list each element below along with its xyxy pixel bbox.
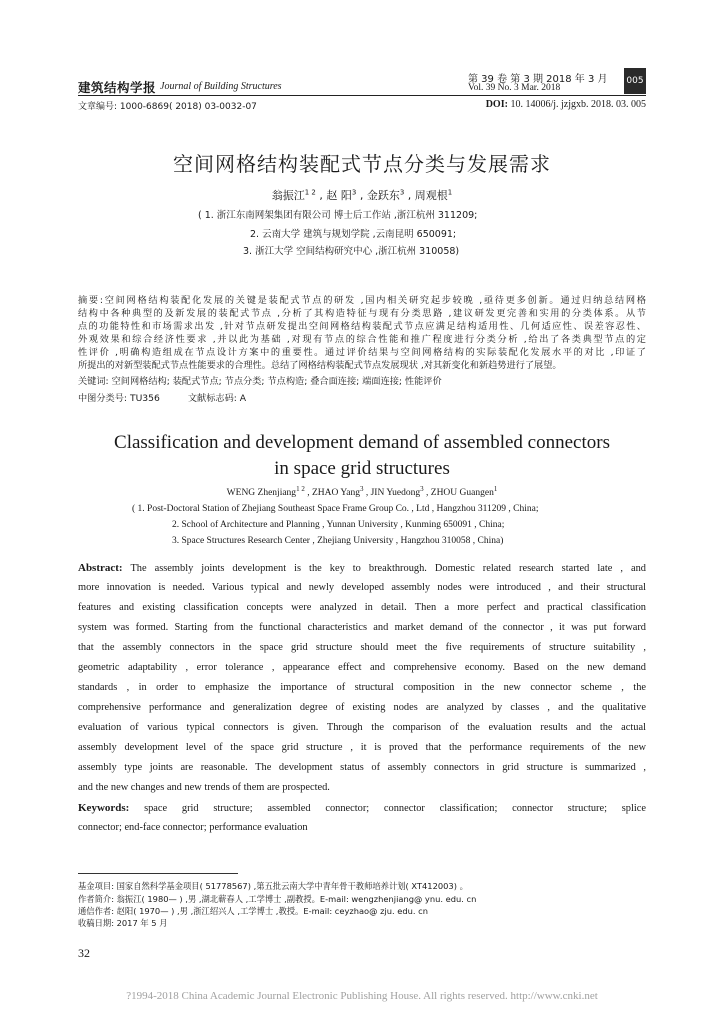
keywords-cn-text: 空间网格结构; 装配式节点; 节点分类; 节点构造; 叠合面连接; 端面连接; 性能评价	[108, 376, 442, 387]
footnote-received: 收稿日期: 2017 年 5 月	[78, 918, 168, 928]
header-rule	[78, 95, 646, 96]
abstract-en-line: geometric adaptability , error tolerance , appearance effect and comprehensive economy. Based on the new demand	[78, 662, 646, 673]
page-badge: 005	[624, 68, 646, 94]
journal-name-en: Journal of Building Structures	[160, 81, 282, 92]
affiliation-cn: 2. 云南大学 建筑与规划学院 ,云南昆明 650091;	[250, 229, 457, 240]
abstract-cn-line: 外观效果和综合经济性要求 ,并以此为基础 ,对现有节点的综合性能和推广程度进行分类分析 ,给出了各类典型节点的定	[78, 334, 646, 345]
author-affil-sup: 3	[351, 188, 357, 197]
keywords-en-line	[78, 798, 646, 819]
doc-code-value: A	[236, 393, 247, 404]
abstract-en-label: Abstract:	[78, 562, 123, 574]
author-affil-sup: 1 2	[304, 188, 316, 197]
abstract-cn-text: 空间网格结构装配化发展的关键是装配式节点的研发 ,国内相关研究起步较晚 ,亟待更多创新。通过归纳总结网格	[102, 295, 646, 306]
abstract-en-line: that the assembly connectors in the space grid structure should meet the five requirements of structure suitability ,	[78, 642, 646, 653]
authors-en	[78, 484, 646, 498]
author-name: WENG Zhenjiang	[226, 488, 297, 498]
paper-title-en-line: in space grid structures	[274, 458, 450, 479]
article-number: 文章编号: 1000-6869( 2018) 03-0032-07	[78, 102, 257, 112]
abstract-en-line: standards , in order to emphasize the importance of structural composition in the new connector scheme , the	[78, 682, 646, 693]
author-sep: ,	[404, 189, 412, 202]
abstract-cn-label: 摘要:	[78, 295, 103, 306]
abstract-cn-line	[78, 295, 646, 308]
author-affil-sup: 3	[399, 188, 405, 197]
copyright-footer: ?1994-2018 China Academic Journal Electronic Publishing House. All rights reserved. http://www.cnki.net	[126, 990, 598, 1002]
keywords-en-label: Keywords:	[78, 802, 130, 814]
keywords-cn-label: 关键词:	[78, 376, 109, 387]
author-sep: ,	[356, 189, 364, 202]
author-affil-sup: 3	[420, 484, 424, 493]
affiliation-en: 2. School of Architecture and Planning , Yunnan University , Kunming 650091 , China;	[172, 520, 505, 530]
keywords-en-line: connector; end-face connector; performance evaluation	[78, 822, 308, 833]
abstract-en-line: more innovation is needed. Various typical and newly developed assembly nodes were introduced , and their structural	[78, 582, 646, 593]
abstract-en-line: and the new changes and new trends of them are prospected.	[78, 782, 330, 793]
author-sep: ,	[423, 488, 431, 498]
authors-cn	[78, 187, 646, 203]
author-name: 金跃东	[366, 189, 400, 202]
keywords-cn	[78, 376, 646, 389]
author-name: 周观根	[414, 189, 448, 202]
abstract-cn-line: 所提出的对新型装配式节点性能要求的合理性。总结了网格结构装配式节点发展现状 ,对其新变化和新趋势进行了展望。	[78, 360, 562, 371]
author-sep: ,	[363, 488, 371, 498]
abstract-en-text: The assembly joints development is the key to breakthrough. Domestic related research started late , and	[122, 563, 646, 574]
paper-title-cn: 空间网格结构装配式节点分类与发展需求	[173, 152, 551, 176]
affiliation-cn: 3. 浙江大学 空间结构研究中心 ,浙江杭州 310058)	[243, 246, 460, 257]
abstract-en-line: system was formed. Starting from the functional characteristics and market demand of the connector , it was put forward	[78, 622, 646, 633]
issue-info-en: Vol. 39 No. 3 Mar. 2018	[468, 83, 561, 93]
author-name: ZHOU Guangen	[430, 488, 494, 498]
affiliation-en: 3. Space Structures Research Center , Zhejiang University , Hangzhou 310058 , China)	[172, 536, 504, 546]
author-sep: ,	[315, 189, 323, 202]
affiliation-en: ( 1. Post-Doctoral Station of Zhejiang Southeast Space Frame Group Co. , Ltd , Hangzhou 311209 , China;	[132, 504, 539, 514]
abstract-cn-line: 结构中各种典型的及新发展的装配式节点 ,分析了其构造特征与现有分类思路 ,建议研发更完善和实用的分类体系。从节	[78, 308, 646, 319]
footnote-corresponding: 通信作者: 赵阳( 1970— ) ,男 ,浙江绍兴人 ,工学博士 ,教授。E-mail: ceyzhao@ zju. edu. cn	[78, 906, 428, 916]
classification-line	[78, 390, 246, 404]
author-name: 翁振江	[271, 189, 305, 202]
footnote-author-bio: 作者简介: 翁振江( 1980— ) ,男 ,湖北蕲春人 ,工学博士 ,副教授。E-mail: wengzhenjiang@ ynu. edu. cn	[78, 894, 477, 904]
paper-title-en-line: Classification and development demand of assembled connectors	[114, 432, 610, 453]
abstract-cn-line: 点的功能特性和市场需求出发 ,针对节点研发提出空间网格结构装配式节点应满足结构适用性、几何适应性、误差容忍性、	[78, 321, 646, 332]
abstract-en-line: assembly type joints are reasonable. The development status of assembly connectors in grid structure is summarized ,	[78, 762, 646, 773]
page-number: 32	[78, 946, 90, 960]
author-sep: ,	[304, 488, 312, 498]
abstract-en-line: comprehensive performance and generalization degree of existing nodes are analyzed by classes , and the qualitative	[78, 702, 646, 713]
doi-label: DOI:	[485, 99, 508, 110]
doi-value: 10. 14006/j. jzjgxb. 2018. 03. 005	[507, 99, 646, 110]
abstract-en-line: assembly development level of the space grid structure , it is proved that the performance requirements of the new	[78, 742, 646, 753]
abstract-cn-line: 性评价 ,明确构造组成在节点设计方案中的重要性。通过评价结果与空间网格结构的实际装配化发展水平的对比 ,印证了	[78, 347, 646, 358]
keywords-en-text: space grid structure; assembled connector; connector classification; connector structure; splice	[129, 803, 646, 814]
footnote-rule	[78, 873, 238, 874]
affiliation-cn: ( 1. 浙江东南网架集团有限公司 博士后工作站 ,浙江杭州 311209;	[198, 210, 478, 221]
author-name: 赵 阳	[326, 189, 352, 202]
abstract-en-line: features and existing classification concepts were analyzed in detail. Then a more perfect and practical classification	[78, 602, 646, 613]
issue-info-cn: 第 39 卷 第 3 期 2018 年 3 月	[468, 74, 608, 85]
clc-label: 中图分类号:	[78, 393, 128, 404]
doc-code-label: 文献标志码:	[187, 393, 237, 404]
footnote-funding: 基金项目: 国家自然科学基金项目( 51778567) ,第五批云南大学中青年骨干教师培养计划( XT412003) 。	[78, 881, 468, 891]
author-affil-sup: 1	[447, 188, 453, 197]
author-affil-sup: 1	[493, 484, 498, 493]
abstract-en-line	[78, 558, 646, 579]
abstract-en-line: evaluation of various typical connectors is given. Through the comparison of the evaluation results and the actual	[78, 722, 646, 733]
clc-value: TU356	[127, 393, 160, 404]
author-affil-sup: 3	[359, 484, 364, 493]
author-name: JIN Yuedong	[370, 488, 421, 498]
doi[interactable]	[486, 99, 646, 110]
author-name: ZHAO Yang	[311, 488, 360, 498]
author-affil-sup: 1 2	[296, 484, 305, 493]
journal-name-cn: 建筑结构学报	[78, 80, 157, 95]
